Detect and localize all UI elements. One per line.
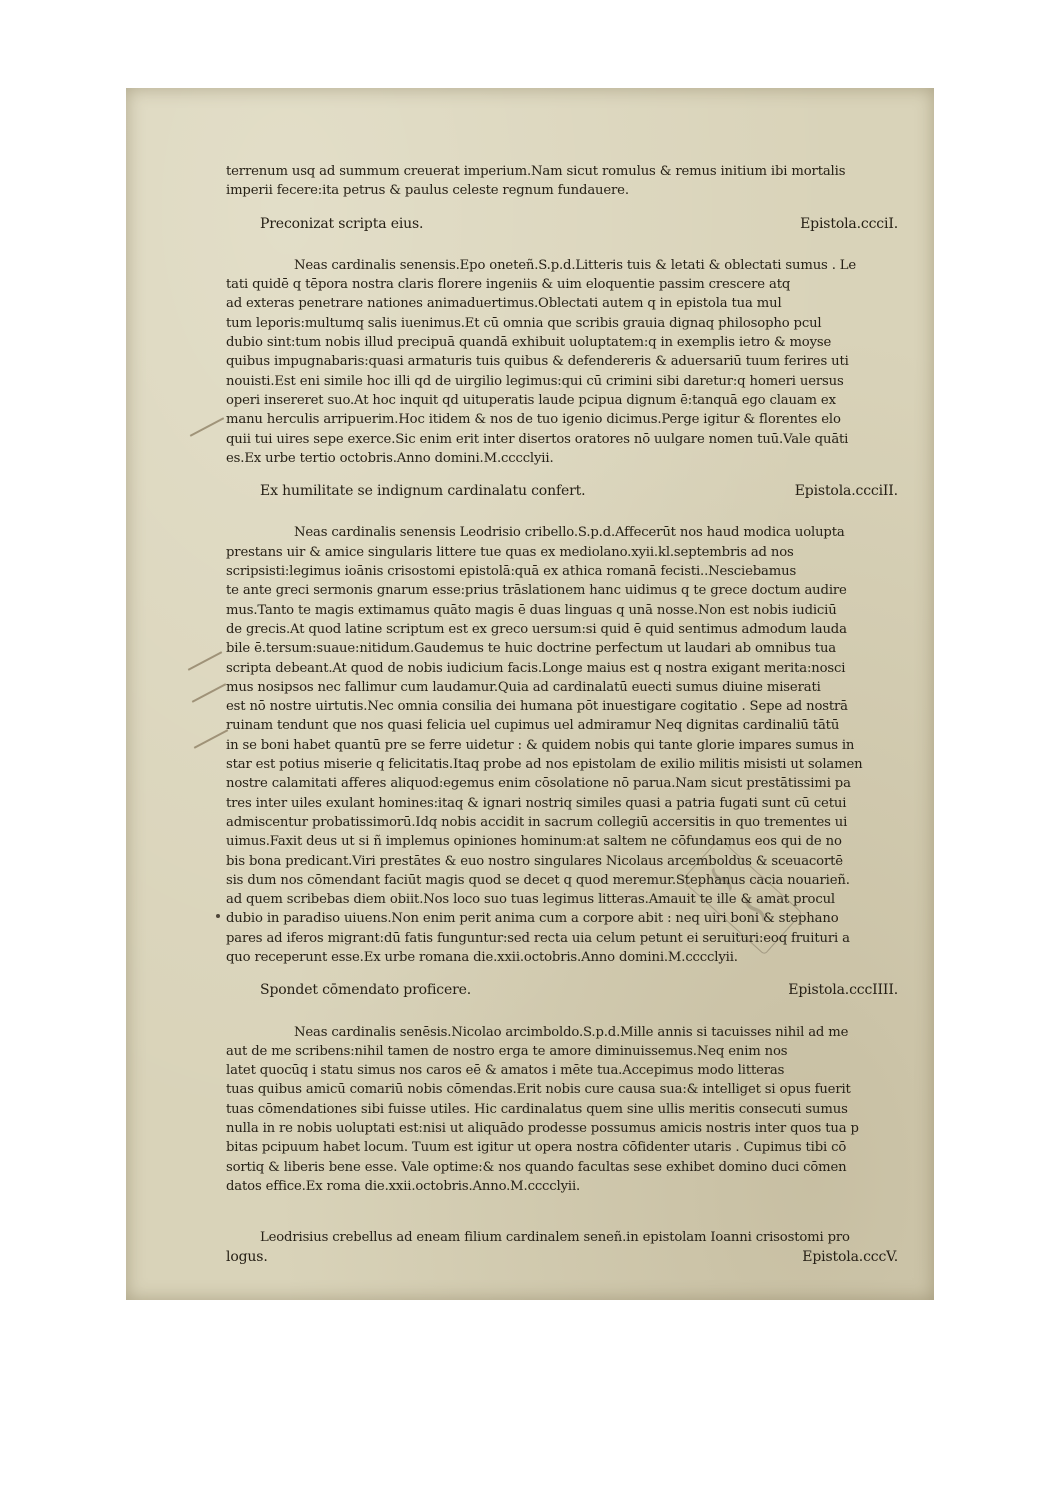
text-line: uimus.Faxit deus ut si ñ implemus opiniones hominum:at saltem ne cōfundamus eos qui de no (226, 834, 842, 850)
text-line: nostre calamitati afferes aliquod:egemus enim cōsolatione nō parua.Nam sicut prestātissimi pa (226, 776, 851, 792)
text-line: mus.Tanto te magis extimamus quāto magis ē duas linguas q unā nosse.Non est nobis iudiciū (226, 602, 837, 618)
text-line: ad exteras penetrare nationes animaduertimus.Oblectati autem q in epistola tua mul (226, 296, 782, 312)
text-line: dubio sint:tum nobis illud precipuā quandā exhibuit uoluptatem:q in exemplis ietro & moyse (226, 335, 832, 351)
epistola-number: Epistola.cccIIII. (788, 982, 898, 999)
text-line: ruinam tendunt que nos quasi felicia uel cupimus uel admiramur Neq dignitas cardinaliū tātū (226, 718, 840, 734)
margin-annotation-mark (188, 651, 222, 671)
closing-heading (226, 1248, 898, 1267)
margin-dot (216, 914, 220, 918)
margin-annotation-mark (194, 729, 228, 749)
text-line: est nō nostre uirtutis.Nec omnia consilia dei humana pōt inuestigare cogitatio . Sepe ad nostrā (226, 699, 848, 715)
text-line: tuas quibus amicū comariū nobis cōmendas.Erit nobis cure causa sua:& intelliget si opus fuerit (226, 1082, 851, 1098)
text-line: Neas cardinalis senēsis.Nicolao arcimboldo.S.p.d.Mille annis si tacuisses nihil ad me (294, 1024, 849, 1040)
text-line: star est potius miserie q felicitatis.Itaq probe ad nos epistolam de exilio militis misisti ut solamen (226, 757, 863, 773)
text-line: tati quidē q tēpora nostra claris florere ingeniis & uim eloquentie passim crescere atq (226, 277, 791, 293)
text-line: nulla in re nobis uoluptati est:nisi ut aliquādo prodesse possumus amicis nostris inter quos tua p (226, 1121, 859, 1137)
text-line: te ante greci sermonis gnarum esse:prius trāslationem hanc uidimus q te grece doctum audire (226, 583, 847, 599)
text-line: Leodrisius crebellus ad eneam filium cardinalem seneñ.in epistolam Ioanni crisostomi pro (260, 1230, 850, 1246)
library-stamp-watermark: ∽∽ (681, 838, 802, 955)
text-line: mus nosipsos nec fallimur cum laudamur.Quia ad cardinalatū euecti sumus diuine miserati (226, 679, 821, 695)
margin-annotation-mark (190, 417, 224, 437)
text-line: ad quem scribebas diem obiit.Nos loco suo tuas legimus litteras.Amauit te ille & amat procul (226, 892, 835, 908)
text-line: prestans uir & amice singularis littere tue quas ex mediolano.xyii.kl.septembris ad nos (226, 544, 794, 560)
text-line: quii tui uires sepe exerce.Sic enim erit inter disertos oratores nō uulgare nomen tuū.Vale quāti (226, 431, 849, 447)
text-line: es.Ex urbe tertio octobris.Anno domini.M.cccclyii. (226, 450, 554, 466)
section-heading (226, 482, 898, 501)
text-line: terrenum usq ad summum creuerat imperium.Nam sicut romulus & remus initium ibi mortalis (226, 164, 846, 179)
epistola-number: Epistola.ccciI. (800, 215, 898, 232)
letter-body (226, 1023, 898, 1197)
text-line: imperii fecere:ita petrus & paulus celeste regnum fundauere. (226, 183, 629, 199)
section-title: Preconizat scripta eius. (260, 215, 424, 232)
text-line: quo receperunt esse.Ex urbe romana die.xxii.octobris.Anno domini.M.cccclyii. (226, 949, 738, 965)
text-line: bile ē.tersum:suaue:nitidum.Gaudemus te huic doctrine perfectum ut laudari ab omnibus tua (226, 641, 836, 657)
text-line: tum leporis:multumq salis iuenimus.Et cū omnia que scribis grauia dignaq philosopho pcul (226, 315, 822, 331)
text-line: tuas cōmendationes sibi fuisse utiles. Hic cardinalatus quem sine ullis meritis consecuti sumus (226, 1101, 848, 1117)
text-line: in se boni habet quantū pre se ferre uidetur : & quidem nobis qui tante glorie impares sumus in (226, 737, 855, 753)
text-line: pares ad iferos migrant:dū fatis funguntur:sed recta uia celum petunt ei seruituri:eoq fruituri a (226, 930, 850, 946)
closing-word: logus. (226, 1248, 268, 1265)
section-heading (226, 981, 898, 1000)
text-line: operi insereret suo.At hoc inquit qd uituperatis laude pcipua dignum ē:tanquā ego clauam ex (226, 392, 836, 408)
text-line: Neas cardinalis senensis Leodrisio cribello.S.p.d.Affecerūt nos haud modica uolupta (294, 525, 845, 541)
text-line: latet quocūq i statu simus nos caros eē & amatos i mēte tua.Accepimus modo litteras (226, 1063, 785, 1079)
text-line: dubio in paradiso uiuens.Non enim perit anima cum a corpore abit : neq uiri boni & stephano (226, 911, 839, 927)
text-line: sortiq & liberis bene esse. Vale optime:& nos quando facultas sese exhibet domino duci cōmen (226, 1159, 847, 1175)
letter-body (226, 256, 898, 468)
text-line: scripsisti:legimus ioānis crisostomi epistolā:quā ex athica romanā fecisti..Nesciebamus (226, 564, 797, 580)
text-line: Neas cardinalis senensis.Epo oneteñ.S.p.d.Litteris tuis & letati & oblectati sumus . Le (294, 257, 857, 273)
text-line: datos effice.Ex roma die.xxii.octobris.Anno.M.cccclyii. (226, 1178, 581, 1194)
printed-text (226, 162, 898, 1267)
margin-annotation-mark (192, 683, 226, 703)
text-line: scripta debeant.At quod de nobis iudicium facis.Longe maius est q nostra exigant merita:nosci (226, 660, 846, 676)
text-line: bis bona predicant.Viri prestātes & euo nostro singulares Nicolaus arcemboldus & sceuacortē (226, 853, 843, 869)
closing-prologue (226, 1228, 898, 1267)
book-page (126, 88, 934, 1300)
text-line: bitas pcipuum habet locum. Tuum est igitur ut opera nostra cōfidenter utaris . Cupimus tibi cō (226, 1140, 847, 1156)
epistola-number: Epistola.cccV. (802, 1248, 898, 1265)
letter-body (226, 523, 898, 967)
intro-paragraph (226, 162, 898, 201)
section-title: Ex humilitate se indignum cardinalatu confert. (260, 483, 586, 500)
text-line: tres inter uiles exulant homines:itaq & ignari nostriq similes quasi a patria fugati sunt cū cetui (226, 795, 847, 811)
text-line: admiscentur probatissimorū.Idq nobis accidit in sacrum collegiū accersitis in quo trementes ui (226, 814, 848, 830)
text-line: manu herculis arripuerim.Hoc itidem & nos de tuo igenio dicimus.Perge igitur & florentes elo (226, 412, 841, 428)
epistola-number: Epistola.ccciII. (794, 483, 898, 500)
text-line: sis dum nos cōmendant faciūt magis quod se decet q quod meremur.Stephanus cacia nouarieñ. (226, 872, 850, 888)
text-line: aut de me scribens:nihil tamen de nostro erga te amore diminuissemus.Neq enim nos (226, 1043, 788, 1059)
section-heading (226, 215, 898, 234)
section-title: Spondet cōmendato proficere. (260, 982, 472, 999)
text-line: nouisti.Est eni simile hoc illi qd de uirgilio legimus:qui cū crimini sibi daretur:q homeri uersus (226, 373, 844, 389)
text-line: de grecis.At quod latine scriptum est ex greco uersum:si quid ē quid sentimus admodum lauda (226, 621, 847, 637)
text-line: quibus impugnabaris:quasi armaturis tuis quibus & defendereris & aduersariū tuum ferires uti (226, 354, 849, 370)
